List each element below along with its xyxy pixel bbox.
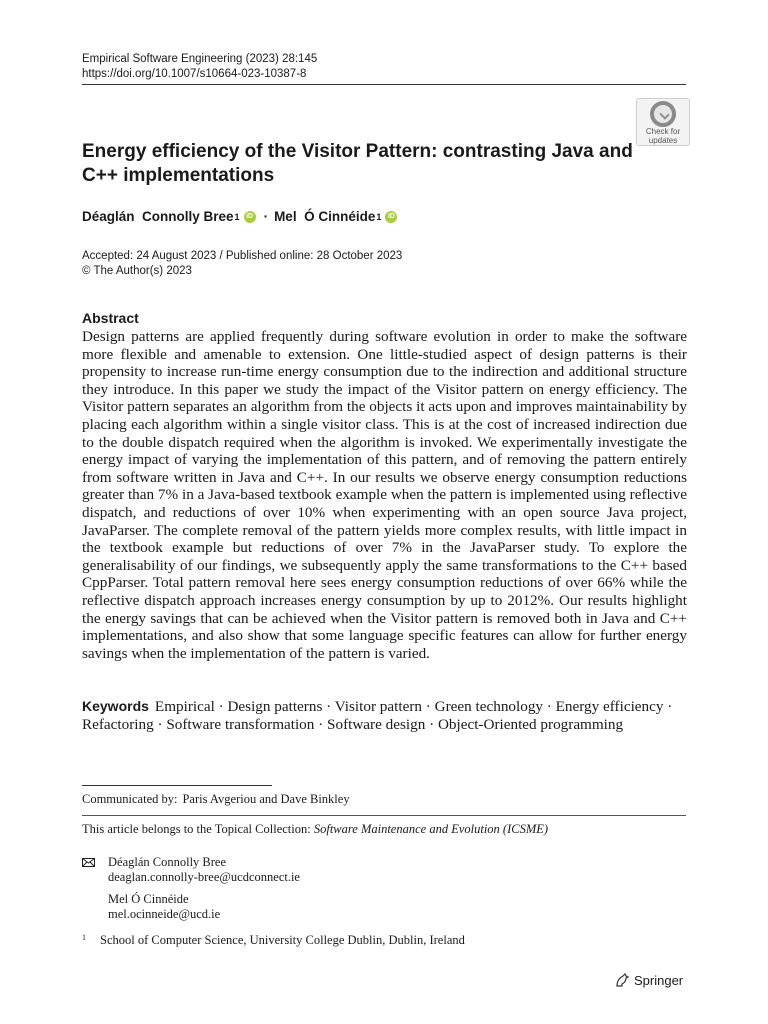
badge-text-1: Check for [645, 127, 681, 136]
journal-header [82, 52, 317, 82]
collection-rule [82, 815, 686, 816]
author-separator: · [263, 209, 269, 224]
keywords-label: Keywords [82, 698, 149, 714]
springer-horse-icon [614, 972, 630, 988]
article-title: Energy efficiency of the Visitor Pattern: contrasting Java and C++ implementations [82, 141, 633, 186]
doi-link[interactable]: https://doi.org/10.1007/s10664-023-10387-8 [82, 68, 307, 80]
orcid-icon[interactable]: iD [385, 211, 397, 223]
journal-citation: Empirical Software Engineering (2023) 28:145 [82, 53, 318, 65]
collection-name: Software Maintenance and Evolution (ICSME) [313, 822, 549, 836]
springer-logo [614, 972, 683, 988]
contact-email[interactable]: mel.ocinneide@ucd.ie [108, 907, 221, 921]
keywords [82, 697, 687, 734]
check-for-updates-badge[interactable] [636, 98, 690, 146]
communicated-value: Paris Avgeriou and Dave Binkley [182, 792, 350, 806]
publisher-name: Springer [634, 972, 684, 988]
contact-name: Déaglán Connolly Bree [108, 855, 227, 869]
collection-prefix: This article belongs to the Topical Collection: [82, 822, 314, 836]
author-affiliation-sup: 1 [376, 211, 382, 222]
corresponding-authors [108, 855, 300, 922]
topical-collection [82, 822, 548, 837]
header-rule [82, 84, 686, 85]
abstract-heading: Abstract [82, 310, 139, 326]
affiliation-text: School of Computer Science, University College Dublin, Dublin, Ireland [100, 933, 465, 947]
accepted-published: Accepted: 24 August 2023 / Published online: 28 October 2023 [82, 250, 403, 262]
footnote-rule [82, 785, 272, 786]
affiliation-number: 1 [82, 933, 86, 942]
author-name: Mel Ó Cinnéide [274, 209, 376, 224]
author-name: Déaglán Connolly Bree [82, 209, 234, 224]
publication-dates [82, 249, 402, 279]
communicated-by [82, 792, 350, 807]
abstract-text: Design patterns are applied frequently during software evolution in order to make the software more flexible and amenable to extension. One little-studied aspect of design patterns is their propensity to increase run-time energy consumption due to the indirection and additional structure they introduce. In this paper we study the impact of the Visitor pattern on energy efficiency. The Visitor pattern separates an algorithm from the objects it acts upon and improves maintainability by placing each algorithm within a single visitor class. This is at the cost of increased indirection due to the double dispatch required when the algorithm is invoked. We experimentally investigate the energy impact of varying the implementation of this pattern, and of removing the pattern entirely from software written in Java and C++. In our results we observe energy consumption reductions greater than 7% in a Java-based textbook example when the pattern is implemented using reflective dispatch, and reductions of over 10% when experimenting with an open source Java project, JavaParser. The complete removal of the pattern yields more complex results, with little impact in the textbook example but reductions of over 7% in the JavaParser study. To explore the generalisability of our findings, we subsequently apply the same transformations to the C++ based CppParser. Total pattern removal here sees energy consumption reductions of over 66% while the reflective dispatch approach increases energy consumption by up to 2012%. Our results highlight the energy savings that can be achieved when the Visitor pattern is removed both in Java and C++ implementations, and also show that some language specific features can allow for further energy savings when the implementation of the pattern is varied. [82, 328, 687, 662]
orcid-icon[interactable]: iD [244, 211, 256, 223]
check-updates-icon [650, 101, 676, 127]
copyright: © The Author(s) 2023 [82, 265, 192, 277]
communicated-label: Communicated by: [82, 792, 178, 806]
author-affiliation-sup: 1 [234, 211, 240, 222]
affiliation [82, 933, 465, 948]
contact-name: Mel Ó Cinnéide [108, 892, 189, 906]
envelope-icon [82, 858, 95, 867]
keywords-text: Empirical · Design patterns · Visitor pattern · Green technology · Energy efficiency · Refactoring · Software transformation · Software design · Object-Oriented programming [82, 698, 673, 733]
badge-text-2: updates [648, 136, 678, 145]
contact-email[interactable]: deaglan.connolly-bree@ucdconnect.ie [108, 870, 300, 884]
author-list [82, 209, 403, 224]
